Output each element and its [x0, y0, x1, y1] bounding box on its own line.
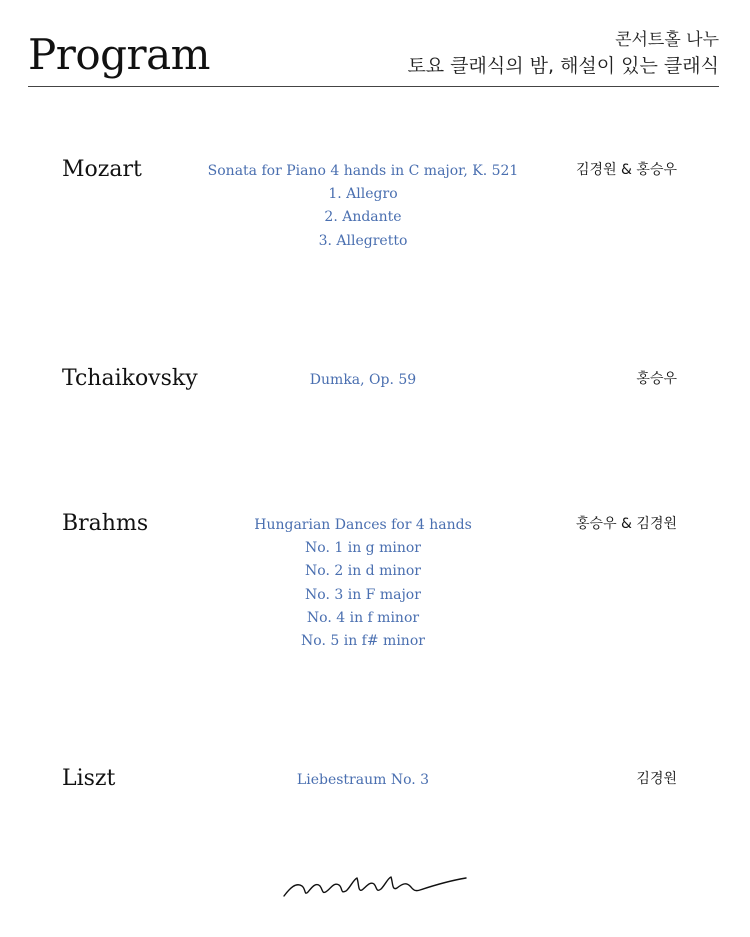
movement: 3. Allegretto [318, 232, 408, 249]
work-list [162, 369, 564, 392]
movement: No. 2 in d minor [305, 563, 421, 580]
work-title: Liebestraum No. 3 [296, 772, 430, 788]
page-title: Program [28, 30, 210, 79]
work-title: Hungarian Dances for 4 hands [254, 517, 472, 533]
composer-name: Mozart [62, 157, 142, 182]
composer-name: Brahms [62, 511, 149, 536]
performers: 김경원 [636, 771, 677, 787]
event-title: 토요 클래식의 밤, 해설이 있는 클래식 [407, 55, 719, 77]
performers: 홍승우 & 김경원 [576, 516, 677, 532]
signature-mark [282, 870, 468, 900]
work-list [162, 769, 564, 792]
movement: 2. Andante [324, 209, 402, 226]
movement: No. 3 in F major [305, 586, 421, 603]
work-title: Sonata for Piano 4 hands in C major, K. 521 [207, 163, 519, 179]
page-header [28, 0, 719, 87]
composer-name: Liszt [62, 766, 116, 791]
venue-block [407, 28, 719, 80]
venue-name: 콘서트홀 나누 [615, 30, 719, 50]
work-title: Dumka, Op. 59 [309, 372, 417, 388]
movement: No. 5 in f# minor [301, 633, 425, 650]
performers: 김경원 & 홍승우 [576, 162, 677, 178]
performers: 홍승우 [636, 371, 677, 387]
work-list [162, 514, 564, 653]
movement: No. 1 in g minor [305, 540, 421, 557]
movement: No. 4 in f minor [306, 609, 420, 626]
movement: 1. Allegro [328, 186, 398, 203]
work-list [162, 160, 564, 253]
composer-name: Tchaikovsky [62, 366, 198, 391]
